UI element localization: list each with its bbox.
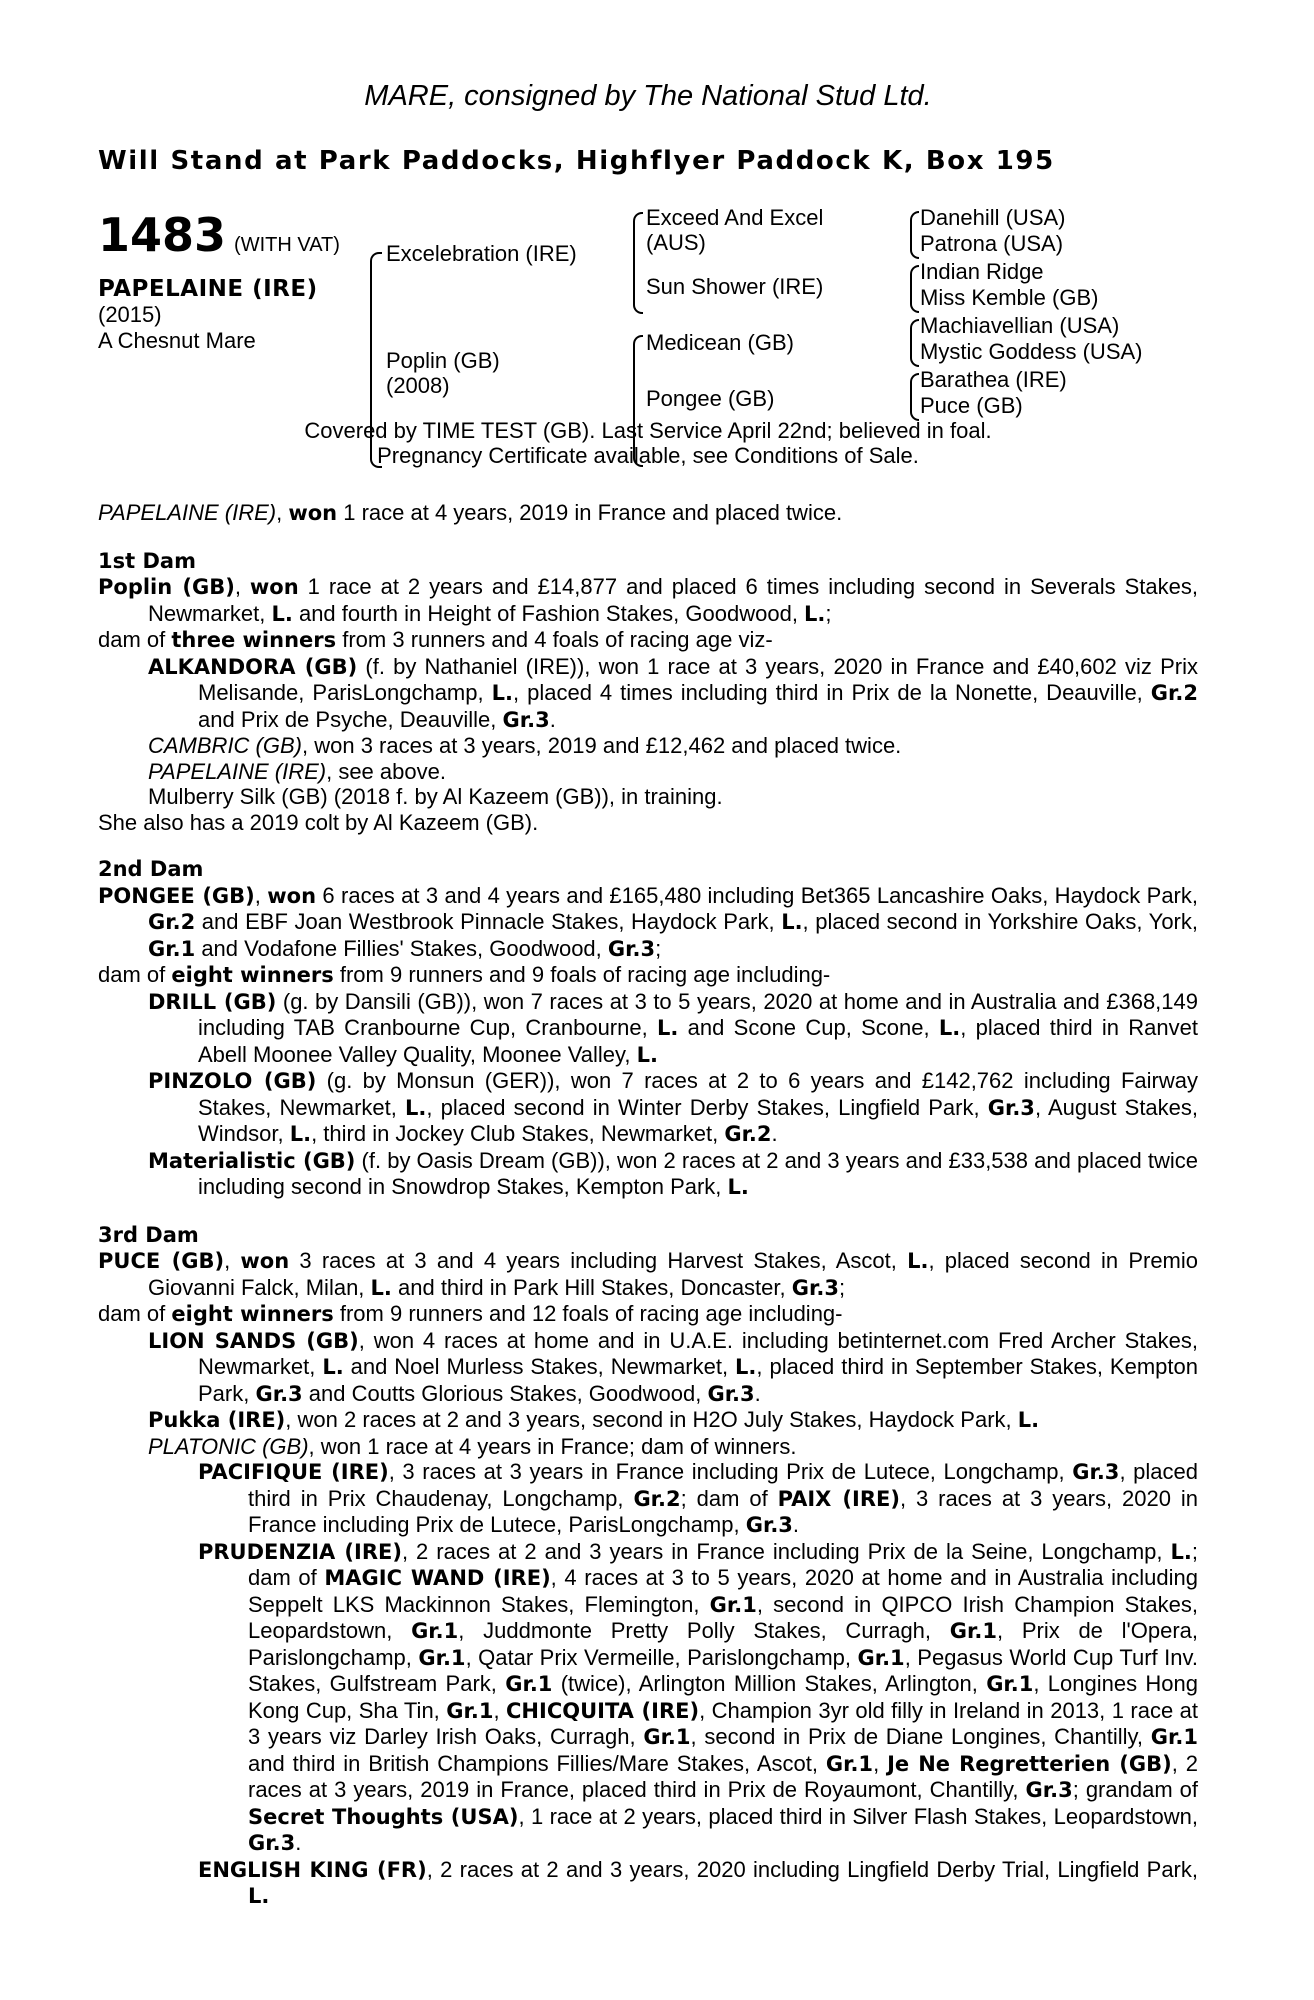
third-dam-record: PUCE (GB), won 3 races at 3 and 4 years including Harvest Stakes, Ascot, L., placed second in Premio Giovanni Falck, Milan, L. and third in Park Hill Stakes, Doncaster, Gr.3; <box>98 1248 1198 1300</box>
produce-record <box>98 500 1198 1910</box>
produce-drill: DRILL (GB) (g. by Dansili (GB)), won 7 races at 3 to 5 years, 2020 at home and in Australia and £368,149 including TAB Cranbourne Cup, Cranbourne, L. and Scone Cup, Scone, L., placed third in Ranvet Abell Moonee Valley Quality, Moonee Valley, L. <box>148 988 1198 1067</box>
produce-pukka: Pukka (IRE), won 2 races at 2 and 3 years, second in H2O July Stakes, Haydock Park, L. <box>148 1407 1040 1432</box>
pedigree-brace-sire <box>633 212 643 314</box>
produce-english-king: ENGLISH KING (FR), 2 races at 2 and 3 years, 2020 including Lingfield Derby Trial, Lingfield Park, L. <box>198 1856 1198 1908</box>
pedigree-g2: Patrona (USA) <box>920 231 1064 256</box>
pregnancy-note: Pregnancy Certificate available, see Conditions of Sale. <box>377 443 919 468</box>
pedigree-dam-line2: (2008) <box>386 373 450 398</box>
produce-colt-note: She also has a 2019 colt by Al Kazeem (GB). <box>98 809 539 835</box>
second-dam-record: PONGEE (GB), won 6 races at 3 and 4 years and £165,480 including Bet365 Lancashire Oaks, Haydock Park, Gr.2 and EBF Joan Westbrook Pinnacle Stakes, Haydock Park, L., placed second in Yorkshire Oaks, York, Gr.1 and Vodafone Fillies' Stakes, Goodwood, Gr.3; <box>98 882 1198 961</box>
produce-prudenzia: PRUDENZIA (IRE), 2 races at 2 and 3 years in France including Prix de la Seine, Longchamp, L.; dam of MAGIC WAND (IRE), 4 races at 3 to 5 years, 2020 at home and in Australia including Seppelt LKS Mackinnon Stakes, Flemington, Gr.1, second in QIPCO Irish Champion Stakes, Leopardstown, Gr.1, Juddmonte Pretty Polly Stakes, Curragh, Gr.1, Prix de l'Opera, Parislongchamp, Gr.1, Qatar Prix Vermeille, Parislongchamp, Gr.1, Pegasus World Cup Turf Inv. Stakes, Gulfstream Park, Gr.1 (twice), Arlington Million Stakes, Arlington, Gr.1, Longines Hong Kong Cup, Sha Tin, Gr.1, CHICQUITA (IRE), Champion 3yr old filly in Ireland in 2013, 1 race at 3 years viz Darley Irish Oaks, Curragh, Gr.1, second in Prix de Diane Longines, Chantilly, Gr.1 and third in British Champions Fillies/Mare Stakes, Ascot, Gr.1, Je Ne Regretterien (GB), 2 races at 3 years, 2019 in France, placed third in Prix de Royaumont, Chantilly, Gr.3; grandam of Secret Thoughts (USA), 1 race at 2 years, placed third in Silver Flash Stakes, Leopardstown, Gr.3. <box>198 1538 1199 1855</box>
third-dam-produce-summary: dam of eight winners from 9 runners and 12 foals of racing age including- <box>98 1301 843 1326</box>
consignor-heading: MARE, consigned by The National Stud Ltd. <box>364 80 932 112</box>
lot-block <box>98 208 340 262</box>
pedigree-g1: Danehill (USA) <box>920 205 1066 230</box>
second-dam-heading: 2nd Dam <box>98 857 204 881</box>
horse-description: A Chesnut Mare <box>98 328 256 353</box>
third-dam-heading: 3rd Dam <box>98 1222 199 1247</box>
pedigree-brace-g4 <box>910 373 919 421</box>
lot-number: 1483 <box>98 208 227 262</box>
produce-materialistic: Materialistic (GB) (f. by Oasis Dream (GB)), won 2 races at 2 and 3 years and £33,538 and placed twice including second in Snowdrop Stakes, Kempton Park, L. <box>148 1147 1199 1199</box>
pedigree-g7: Barathea (IRE) <box>920 367 1067 392</box>
produce-cambric: CAMBRIC (GB), won 3 races at 3 years, 2019 and £12,462 and placed twice. <box>148 733 902 758</box>
pedigree-g6: Mystic Goddess (USA) <box>920 339 1143 364</box>
stand-location: Will Stand at Park Paddocks, Highflyer Paddock K, Box 195 <box>98 146 1055 176</box>
first-dam-record: Poplin (GB), won 1 race at 2 years and £14,877 and placed 6 times including second in Severals Stakes, Newmarket, L. and fourth in Height of Fashion Stakes, Goodwood, L.; <box>98 574 1199 626</box>
horse-year: (2015) <box>98 302 162 327</box>
pedigree-g3: Indian Ridge <box>920 259 1044 284</box>
pedigree-g5: Machiavellian (USA) <box>920 313 1120 338</box>
pedigree-sire-sire-2: (AUS) <box>646 230 706 255</box>
pedigree-sire: Excelebration (IRE) <box>386 241 577 266</box>
pedigree-g4: Miss Kemble (GB) <box>920 285 1099 310</box>
pedigree-dam-line1: Poplin (GB) <box>386 348 500 373</box>
produce-mulberry-silk: Mulberry Silk (GB) (2018 f. by Al Kazeem (GB)), in training. <box>148 784 723 809</box>
produce-platonic: PLATONIC (GB), won 1 race at 4 years in France; dam of winners. <box>148 1433 797 1459</box>
horse-name: PAPELAINE (IRE) <box>98 276 318 302</box>
produce-pacifique: PACIFIQUE (IRE), 3 races at 3 years in France including Prix de Lutece, Longchamp, Gr.3, placed third in Prix Chaudenay, Longchamp, Gr.2; dam of PAIX (IRE), 3 races at 3 years, 2020 in France including Prix de Lutece, ParisLongchamp, Gr.3. <box>198 1459 1198 1537</box>
first-dam-produce-summary: dam of three winners from 3 runners and 4 foals of racing age viz- <box>98 627 773 652</box>
summary-line: PAPELAINE (IRE), won 1 race at 4 years, 2019 in France and placed twice. <box>98 500 843 525</box>
pedigree-brace-g1 <box>910 211 919 259</box>
pedigree-brace-g2 <box>910 265 919 313</box>
produce-alkandora: ALKANDORA (GB) (f. by Nathaniel (IRE)), won 1 race at 3 years, 2020 in France and £40,602 viz Prix Melisande, ParisLongchamp, L., placed 4 times including third in Prix de la Nonette, Deauville, Gr.2 and Prix de Psyche, Deauville, Gr.3. <box>148 653 1198 732</box>
pedigree-g8: Puce (GB) <box>920 393 1023 418</box>
produce-papelaine: PAPELAINE (IRE), see above. <box>148 758 446 784</box>
second-dam-produce-summary: dam of eight winners from 9 runners and 9 foals of racing age including- <box>98 962 831 987</box>
vat-label: (WITH VAT) <box>234 234 340 256</box>
pedigree-sire-sire-1: Exceed And Excel <box>646 205 824 230</box>
first-dam-heading: 1st Dam <box>98 548 196 573</box>
produce-pinzolo: PINZOLO (GB) (g. by Monsun (GER)), won 7 races at 2 to 6 years and £142,762 including Fairway Stakes, Newmarket, L., placed second in Winter Derby Stakes, Lingfield Park, Gr.3, August Stakes, Windsor, L., third in Jockey Club Stakes, Newmarket, Gr.2. <box>148 1068 1199 1146</box>
pedigree-sire-dam: Sun Shower (IRE) <box>646 274 824 299</box>
covered-note: Covered by TIME TEST (GB). Last Service April 22nd; believed in foal. <box>304 418 992 443</box>
pedigree-brace-g3 <box>910 319 919 367</box>
pedigree-dam-dam: Pongee (GB) <box>646 386 775 411</box>
produce-lion-sands: LION SANDS (GB), won 4 races at home and in U.A.E. including betinternet.com Fred Archer Stakes, Newmarket, L. and Noel Murless Stakes, Newmarket, L., placed third in September Stakes, Kempton Park, Gr.3 and Coutts Glorious Stakes, Goodwood, Gr.3. <box>148 1327 1198 1406</box>
pedigree-dam-sire: Medicean (GB) <box>646 330 794 355</box>
